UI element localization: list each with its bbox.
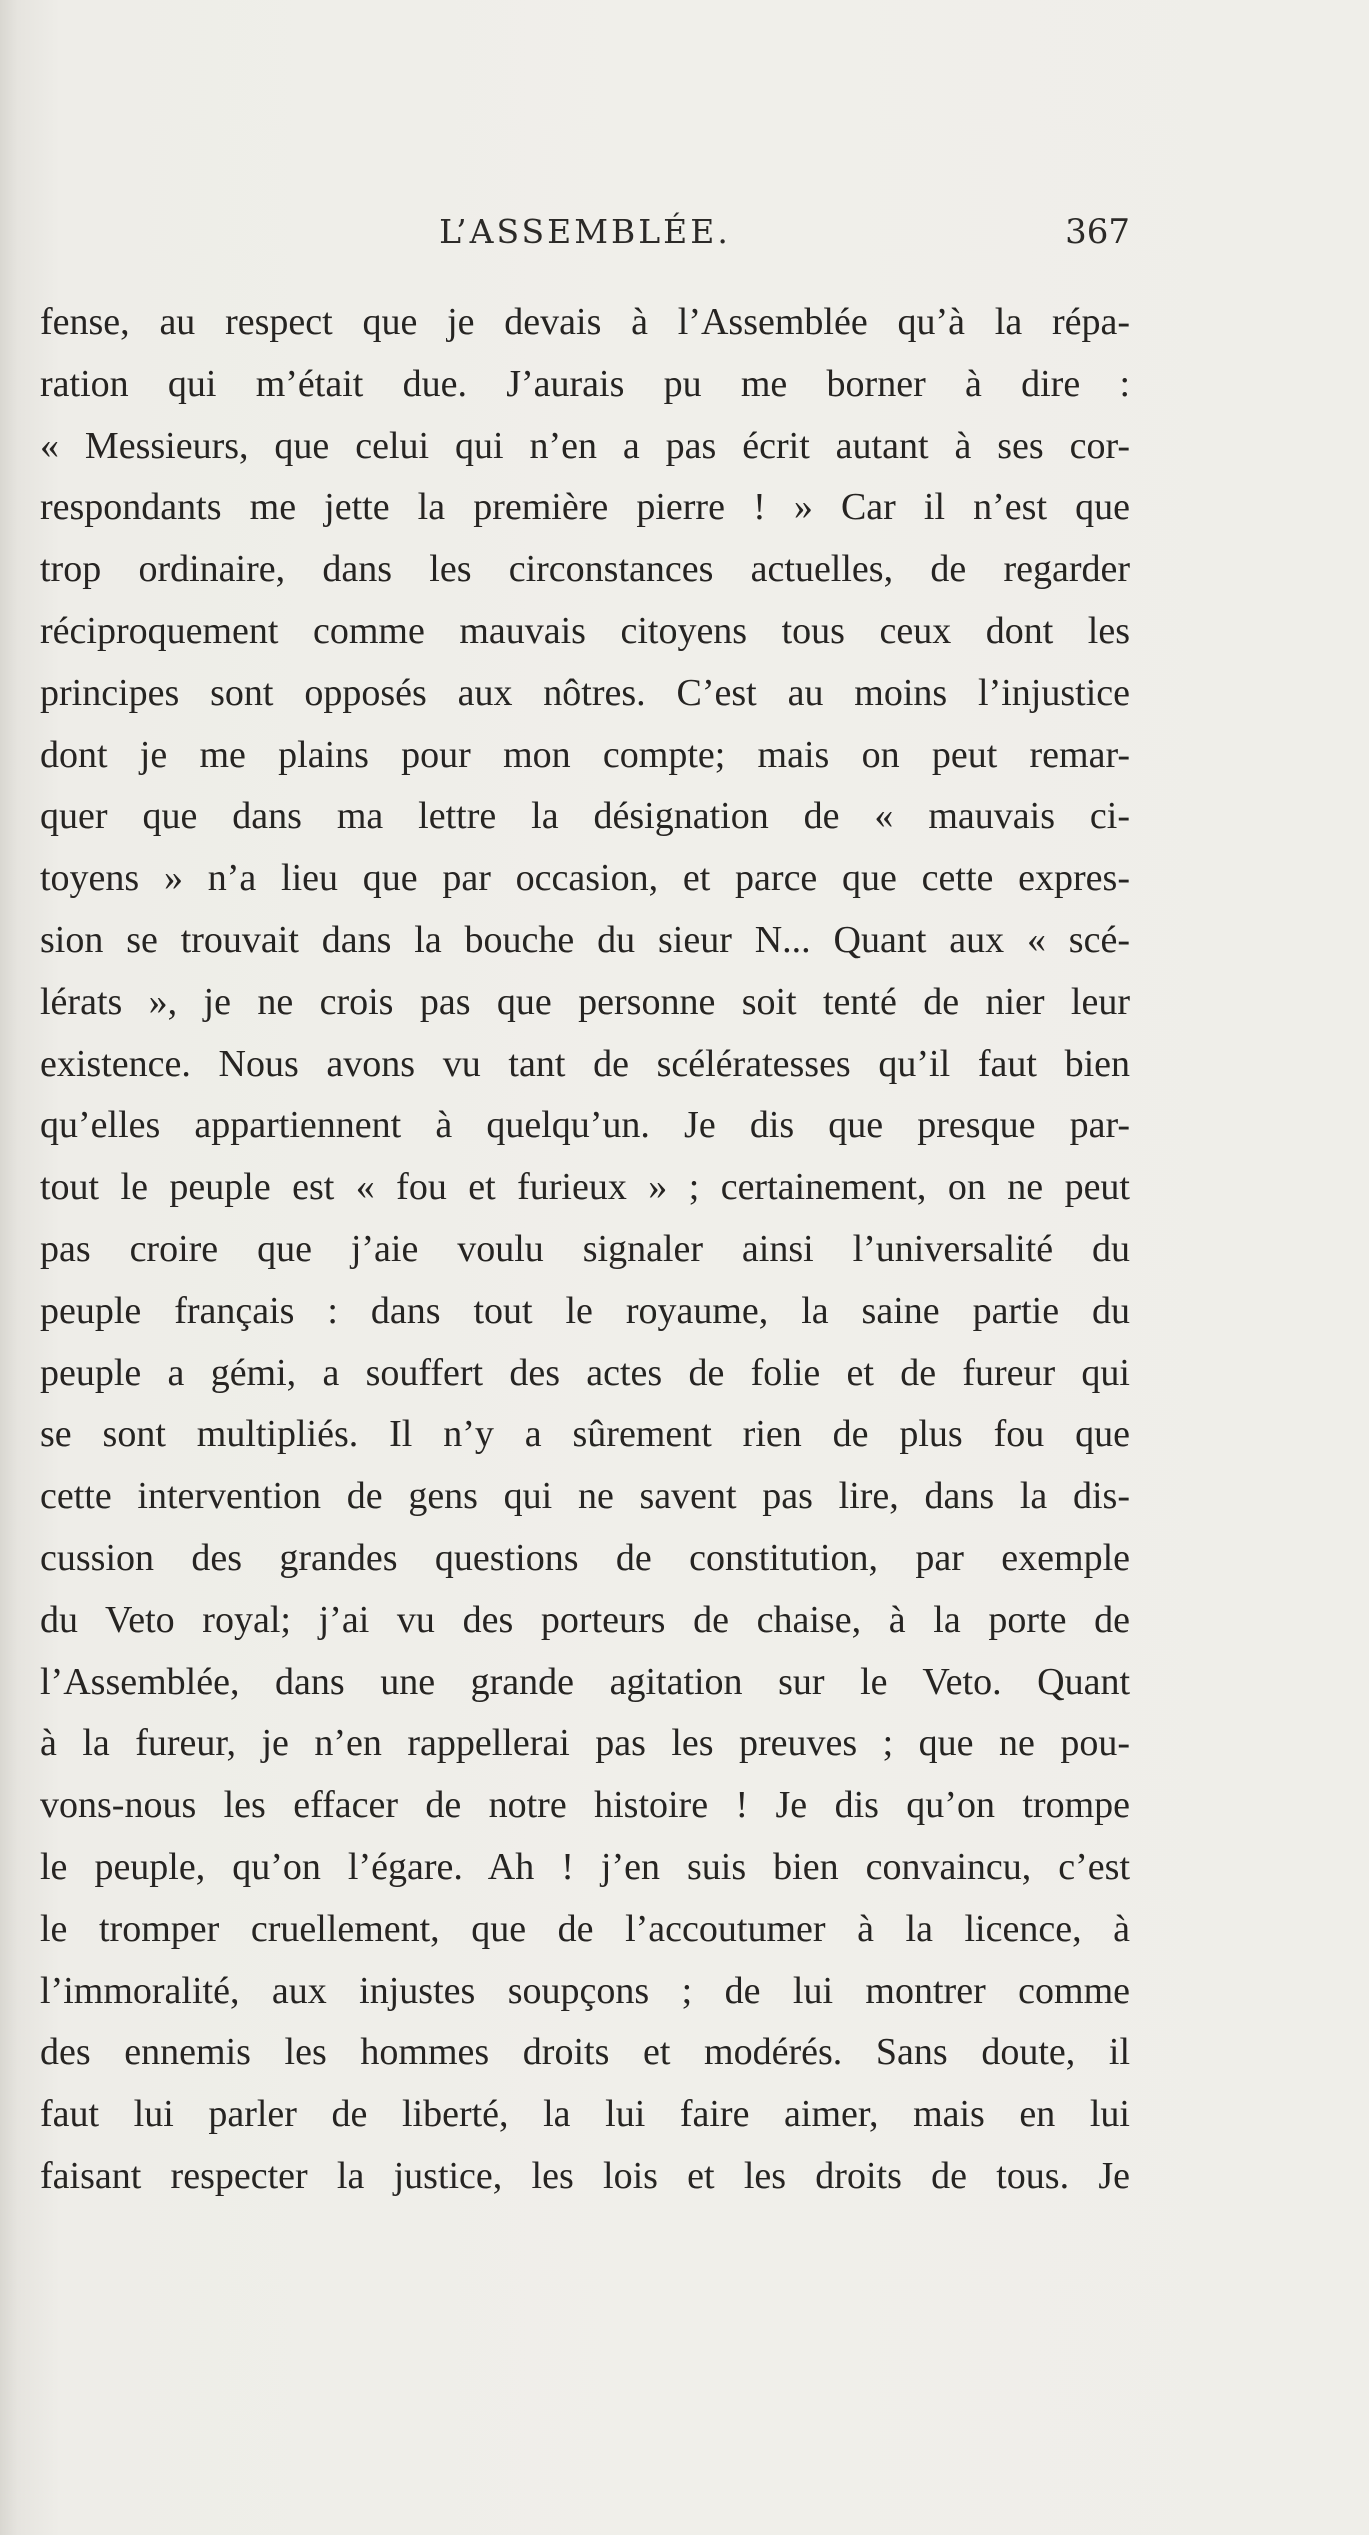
text-line: lérats », je ne crois pas que personne soit tenté de nier leur <box>40 980 1130 1023</box>
text-line: faisant respecter la justice, les lois et les droits de tous. Je <box>40 2154 1130 2197</box>
page-header <box>40 212 1130 262</box>
text-line: quer que dans ma lettre la désignation de « mauvais ci- <box>40 795 1130 838</box>
text-line: faut lui parler de liberté, la lui faire aimer, mais en lui <box>40 2093 1130 2136</box>
text-line: dont je me plains pour mon compte; mais on peut remar- <box>40 733 1130 776</box>
text-line: vons-nous les effacer de notre histoire ! Je dis qu’on trompe <box>40 1784 1130 1827</box>
text-line: le tromper cruellement, que de l’accoutumer à la licence, à <box>40 1907 1130 1950</box>
running-title: L’ASSEMBLÉE. <box>439 212 731 251</box>
text-line: l’Assemblée, dans une grande agitation sur le Veto. Quant <box>40 1660 1130 1703</box>
text-line: pas croire que j’aie voulu signaler ainsi l’universalité du <box>40 1227 1130 1270</box>
text-line: respondants me jette la première pierre ! » Car il n’est que <box>40 486 1130 529</box>
text-line: cussion des grandes questions de constitution, par exemple <box>40 1536 1130 1579</box>
text-line: trop ordinaire, dans les circonstances actuelles, de regarder <box>40 548 1130 591</box>
text-line: à la fureur, je n’en rappellerai pas les preuves ; que ne pou- <box>40 1722 1130 1765</box>
body-text <box>40 292 1130 2208</box>
text-line: réciproquement comme mauvais citoyens tous ceux dont les <box>40 609 1130 652</box>
page-number: 367 <box>1065 212 1130 252</box>
text-line: peuple a gémi, a souffert des actes de folie et de fureur qui <box>40 1351 1130 1394</box>
text-line: principes sont opposés aux nôtres. C’est au moins l’injustice <box>40 671 1130 714</box>
text-line: l’immoralité, aux injustes soupçons ; de lui montrer comme <box>40 1969 1130 2012</box>
text-line: existence. Nous avons vu tant de scélératesses qu’il faut bien <box>40 1042 1130 1085</box>
text-line: qu’elles appartiennent à quelqu’un. Je dis que presque par- <box>40 1104 1130 1147</box>
text-line: fense, au respect que je devais à l’Assemblée qu’à la répa- <box>40 301 1130 343</box>
text-line: « Messieurs, que celui qui n’en a pas écrit autant à ses cor- <box>40 424 1130 467</box>
text-line: ration qui m’était due. J’aurais pu me borner à dire : <box>40 362 1130 405</box>
text-line: tout le peuple est « fou et furieux » ; certainement, on ne peut <box>40 1166 1130 1209</box>
text-line: peuple français : dans tout le royaume, la saine partie du <box>40 1289 1130 1332</box>
text-line: le peuple, qu’on l’égare. Ah ! j’en suis bien convaincu, c’est <box>40 1845 1130 1888</box>
text-line: sion se trouvait dans la bouche du sieur N... Quant aux « scé- <box>40 918 1130 961</box>
text-line: des ennemis les hommes droits et modérés. Sans doute, il <box>40 2031 1130 2074</box>
text-line: toyens » n’a lieu que par occasion, et parce que cette expres- <box>40 857 1130 900</box>
text-line: se sont multipliés. Il n’y a sûrement rien de plus fou que <box>40 1413 1130 1456</box>
text-line: du Veto royal; j’ai vu des porteurs de chaise, à la porte de <box>40 1598 1130 1641</box>
text-line: cette intervention de gens qui ne savent pas lire, dans la dis- <box>40 1475 1130 1518</box>
